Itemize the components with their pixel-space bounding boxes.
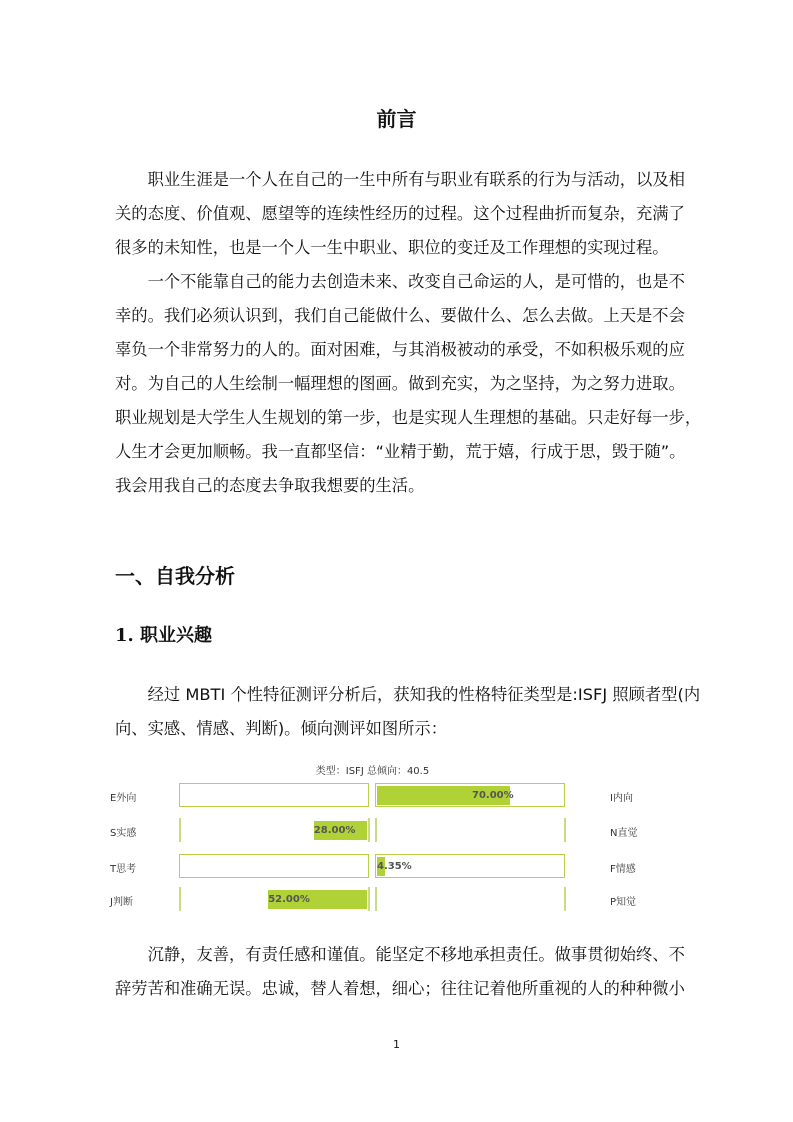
chart-value-label: 70.00% (472, 790, 514, 801)
paragraph-intro-1 (115, 163, 685, 265)
text-line: 一个不能靠自己的能力去创造未来、改变自己命运的人，是可惜的，也是不 (147, 272, 685, 291)
text-line: 对。为自己的人生绘制一幅理想的图画。做到充实，为之坚持，为之努力进取。 (115, 374, 685, 393)
chart-track-left (179, 854, 369, 878)
chart-track-edge (564, 818, 566, 842)
text-line: 向、实感、情感、判断)。倾向测评如图所示： (115, 719, 447, 738)
text-line: 关的态度、价值观、愿望等的连续性经历的过程。这个过程曲折而复杂，充满了 (115, 204, 685, 223)
chart-right-label: I内向 (610, 793, 633, 804)
text-line: 辞劳苦和准确无误。忠诚，替人着想，细心；往往记着他所重视的人的种种微小 (115, 979, 685, 998)
text-line: 职业生涯是一个人在自己的一生中所有与职业有联系的行为与活动，以及相 (147, 170, 685, 189)
paragraph-personality (115, 938, 685, 1006)
chart-left-label: S实感 (110, 828, 137, 839)
chart-track-edge (375, 887, 377, 911)
subsection-heading: 1. 职业兴趣 (115, 625, 213, 646)
mbti-chart (110, 760, 650, 915)
text-line: 幸的。我们必须认识到，我们自己能做什么、要做什么、怎么去做。上天是不会 (115, 306, 685, 325)
chart-track-left (179, 783, 369, 807)
chart-value-label: 28.00% (313, 825, 356, 836)
chart-title: 类型：ISFJ 总倾向：40.5 (315, 766, 430, 777)
chart-right-label: N直觉 (610, 828, 638, 839)
chart-track-edge (375, 818, 377, 842)
chart-track-edge (368, 818, 370, 842)
chart-left-label: T思考 (110, 864, 137, 875)
page-number: 1 (393, 1038, 400, 1051)
text-line: 我会用我自己的态度去争取我想要的生活。 (115, 476, 425, 495)
chart-track-edge (368, 887, 370, 911)
chart-right-label: F情感 (610, 864, 636, 875)
text-line: 沉静，友善，有责任感和谨值。能坚定不移地承担责任。做事贯彻始终、不 (147, 945, 685, 964)
text-line: 辜负一个非常努力的人的。面对困难，与其消极被动的承受，不如积极乐观的应 (115, 340, 685, 359)
text-line: 职业规划是大学生人生规划的第一步，也是实现人生理想的基础。只走好每一步， (115, 408, 702, 427)
chart-track-edge (179, 818, 181, 842)
chart-left-label: E外向 (110, 793, 137, 804)
page-title: 前言 (376, 107, 417, 131)
text-line: 人生才会更加顺畅。我一直都坚信：“业精于勤，荒于嬉，行成于思，毁于随”。 (115, 442, 686, 461)
section-heading: 一、自我分析 (115, 564, 235, 588)
text-line: 经过 MBTI 个性特征测评分析后，获知我的性格特征类型是:ISFJ 照顾者型(内 (147, 685, 701, 704)
paragraph-mbti (115, 678, 701, 746)
chart-track-edge (179, 887, 181, 911)
chart-left-label: J判断 (110, 897, 133, 908)
text-line: 很多的未知性，也是一个人一生中职业、职位的变迁及工作理想的实现过程。 (115, 238, 669, 257)
chart-track-edge (564, 887, 566, 911)
chart-value-label: 4.35% (377, 861, 412, 872)
chart-value-label: 52.00% (268, 894, 310, 905)
paragraph-intro-2 (115, 265, 702, 503)
chart-right-label: P知觉 (610, 897, 637, 908)
